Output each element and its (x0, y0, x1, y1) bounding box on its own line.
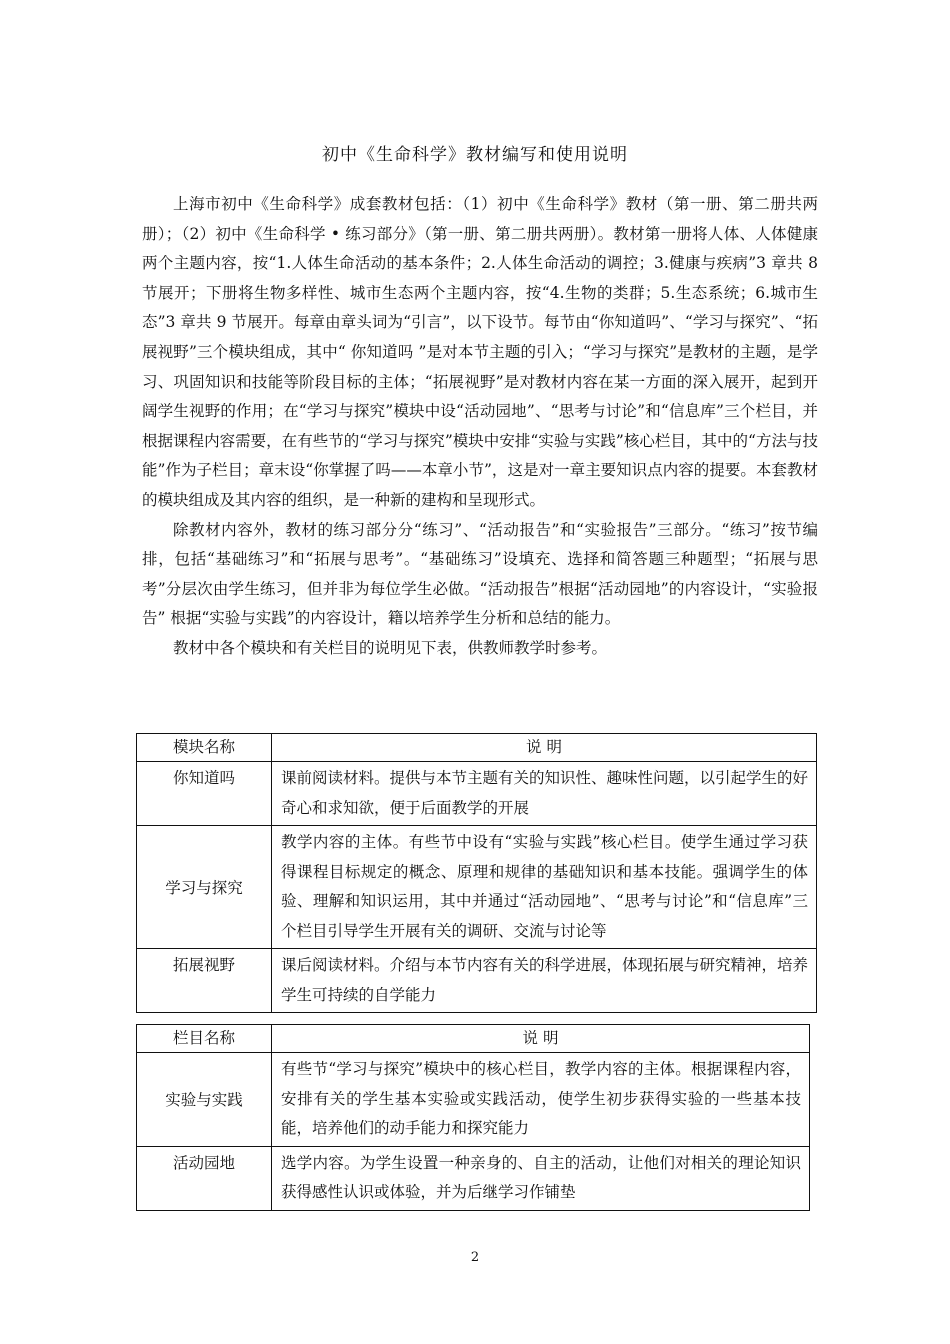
page-title: 初中《生命科学》教材编写和使用说明 (322, 145, 628, 165)
table-header-row (137, 734, 817, 762)
table-row (137, 949, 817, 1013)
module-desc-cell: 课前阅读材料。提供与本节主题有关的知识性、趣味性问题，以引起学生的好奇心和求知欲，便于后面教学的开展 (272, 762, 817, 826)
module-name-cell: 学习与探究 (137, 826, 272, 949)
column-desc-header: 说 明 (272, 1025, 810, 1053)
module-desc-cell: 教学内容的主体。有些节中设有“实验与实践”核心栏目。使学生通过学习获得课程目标规定的概念、原理和规律的基础知识和基本技能。强调学生的体验、理解和知识运用，其中并通过“活动园地”、“思考与讨论”和“信息库”三个栏目引导学生开展有关的调研、交流与讨论等 (272, 826, 817, 949)
column-name-cell: 活动园地 (137, 1146, 272, 1210)
table-header-row (137, 1025, 810, 1053)
module-desc-cell: 课后阅读材料。介绍与本节内容有关的科学进展，体现拓展与研究精神，培养学生可持续的自学能力 (272, 949, 817, 1013)
table-row (137, 1053, 810, 1147)
table-row (137, 1146, 810, 1210)
column-desc-cell: 选学内容。为学生设置一种亲身的、自主的活动，让他们对相关的理论知识获得感性认识或体验，并为后继学习作铺垫 (272, 1146, 810, 1210)
body-text (142, 190, 818, 664)
module-name-header: 模块名称 (137, 734, 272, 762)
table-row (137, 762, 817, 826)
paragraph-intro: 上海市初中《生命科学》成套教材包括：（1）初中《生命科学》教材（第一册、第二册共两册）；（2）初中《生命科学 • 练习部分》（第一册、第二册共两册）。教材第一册将人体、人体健康两个主题内容，按“1.人体生命活动的基本条件；2.人体生命活动的调控；3.健康与疾病”3 章共 8 节展开；下册将生物多样性、城市生态两个主题内容，按“4.生物的类群；5.生态系统；6.城市生态”3 章共 9 节展开。每章由章头词为“引言”，以下设节。每节由“你知道吗”、“学习与探究”、“拓展视野”三个模块组成，其中“ 你知道吗 ”是对本节主题的引入；“学习与探究”是教材的主题，是学习、巩固知识和技能等阶段目标的主体；“拓展视野”是对教材内容在某一方面的深入展开，起到开阔学生视野的作用；在“学习与探究”模块中设“活动园地”、“思考与讨论”和“信息库”三个栏目，并根据课程内容需要，在有些节的“学习与探究”模块中安排“实验与实践”核心栏目，其中的“方法与技能”作为子栏目；章末设“你掌握了吗——本章小节”，这是对一章主要知识点内容的提要。本套教材的模块组成及其内容的组织，是一种新的建构和呈现形式。 (142, 195, 818, 509)
module-desc-header: 说 明 (272, 734, 817, 762)
paragraph-table-note: 教材中各个模块和有关栏目的说明见下表，供教师教学时参考。 (173, 638, 608, 657)
column-table (136, 1024, 810, 1211)
column-name-cell: 实验与实践 (137, 1053, 272, 1147)
module-name-cell: 拓展视野 (137, 949, 272, 1013)
module-table (136, 733, 817, 1013)
column-desc-cell: 有些节“学习与探究”模块中的核心栏目，教学内容的主体。根据课程内容，安排有关的学生基本实验或实践活动，使学生初步获得实验的一些基本技能，培养他们的动手能力和探究能力 (272, 1053, 810, 1147)
page-number: 2 (470, 1250, 480, 1265)
paragraph-exercises: 除教材内容外，教材的练习部分分“练习”、“活动报告”和“实验报告”三部分。“练习”按节编排，包括“基础练习”和“拓展与思考”。“基础练习”设填充、选择和简答题三种题型；“拓展与思考”分层次由学生练习，但并非为每位学生必做。“活动报告”根据“活动园地”的内容设计，“实验报告” 根据“实验与实践”的内容设计，籍以培养学生分析和总结的能力。 (142, 520, 818, 628)
module-name-cell: 你知道吗 (137, 762, 272, 826)
column-name-header: 栏目名称 (137, 1025, 272, 1053)
table-row (137, 826, 817, 949)
